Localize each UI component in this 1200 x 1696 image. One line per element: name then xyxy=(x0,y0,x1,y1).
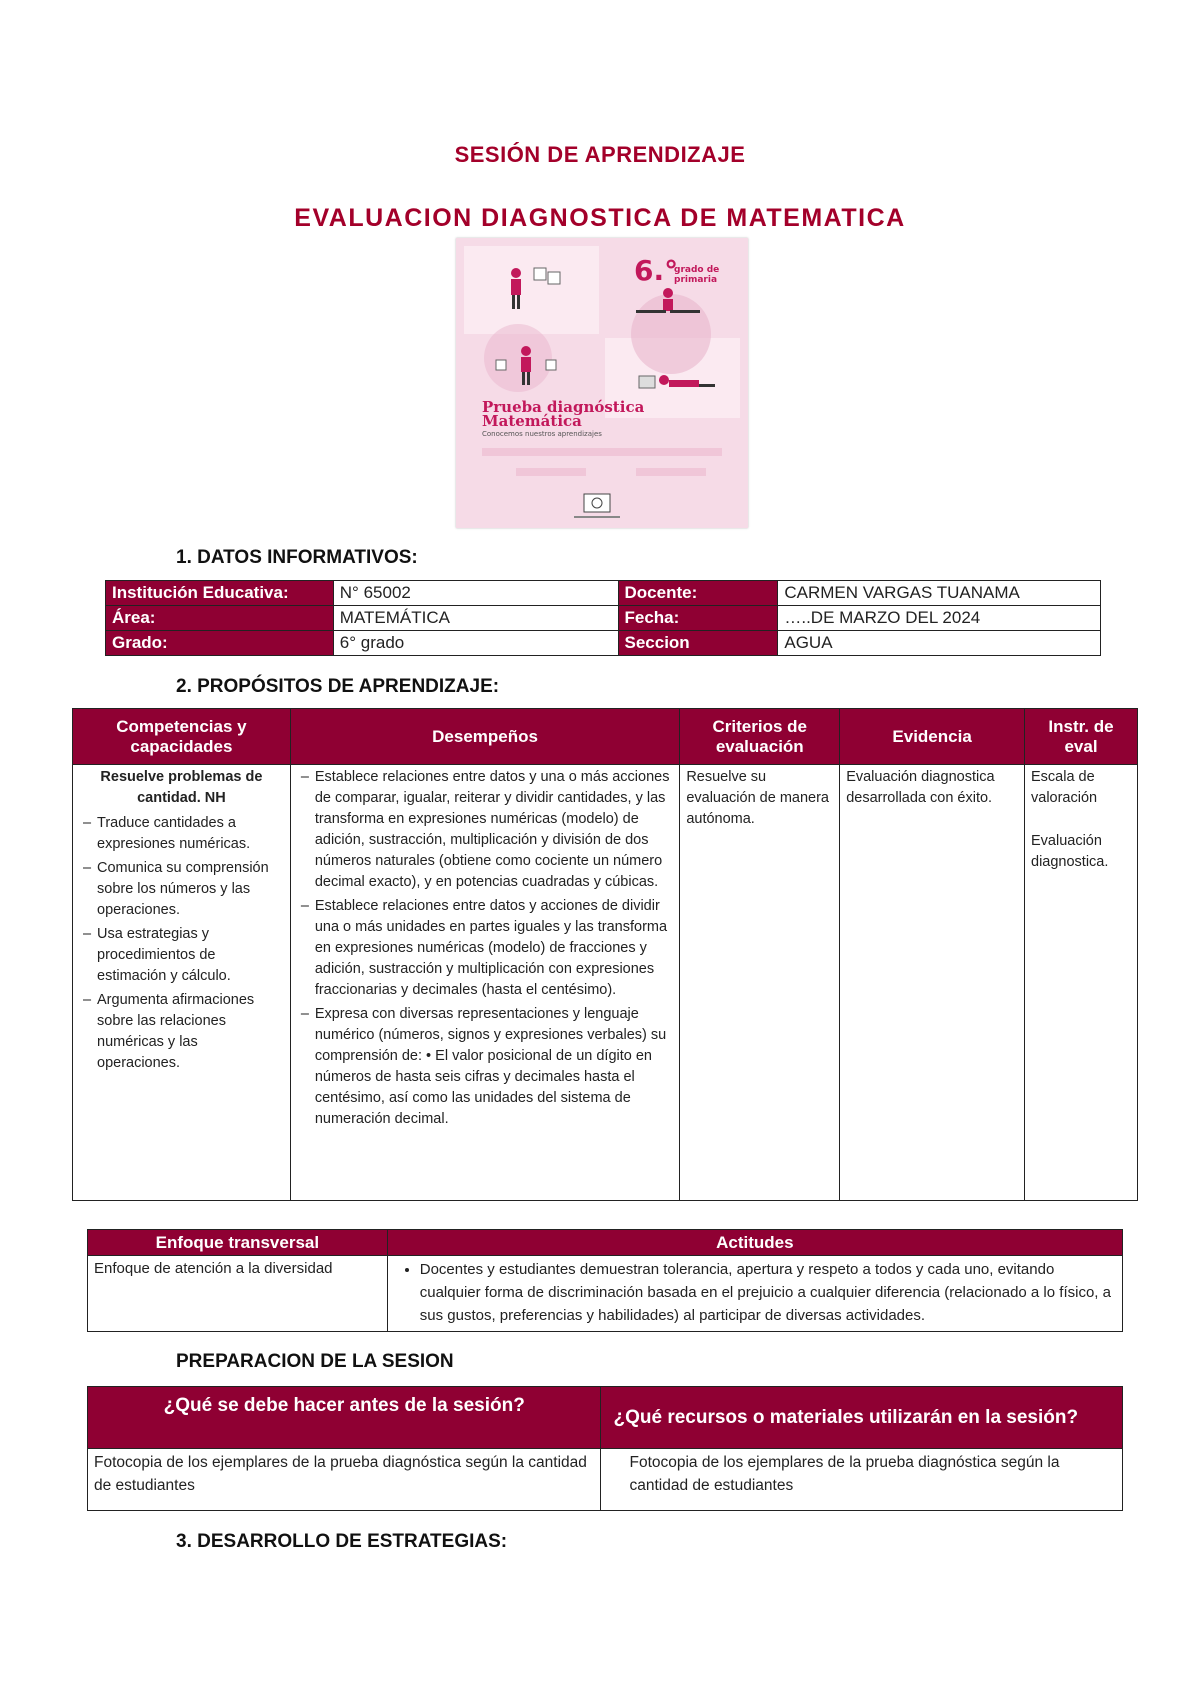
institucion-label: Institución Educativa: xyxy=(106,581,334,606)
antes-cell: Fotocopia de los ejemplares de la prueba diagnóstica según la cantidad de estudiantes xyxy=(88,1449,601,1511)
instrumento-2: Evaluación diagnostica. xyxy=(1031,833,1109,870)
instrumento-cell xyxy=(1025,765,1138,1201)
actitudes-list xyxy=(394,1258,1116,1327)
main-title: EVALUACION DIAGNOSTICA DE MATEMATICA xyxy=(294,204,906,232)
datos-row xyxy=(106,581,1101,606)
actitudes-cell xyxy=(387,1256,1122,1332)
enfoque-header-row xyxy=(88,1230,1123,1256)
enfoque-body-row xyxy=(88,1256,1123,1332)
seccion-value: AGUA xyxy=(778,631,1101,656)
list-item: – Establece relaciones entre datos y acciones de dividir una o más unidades en partes iguales y las transforma en expresiones numéricas (modelo) de fracciones y adición, sustracción y multiplicación con expresiones fraccionarias y decimales (hasta el centésimo). xyxy=(315,896,674,1001)
section-heading-desarrollo: 3. DESARROLLO DE ESTRATEGIAS: xyxy=(176,1531,508,1552)
list-item: – Traduce cantidades a expresiones numéricas. xyxy=(97,813,284,855)
session-title: SESIÓN DE APRENDIZAJE xyxy=(454,142,746,167)
preparacion-body-row xyxy=(88,1449,1123,1511)
list-item: – Expresa con diversas representaciones y lenguaje numérico (números, signos y expresiones verbales) su comprensión de: • El valor posicional de un dígito en números de hasta seis cifras y decimales hasta el centésimo, así como las unidades del sistema de numeración decimal. xyxy=(315,1004,674,1130)
cover-grade-text-1: grado de xyxy=(674,265,720,275)
datos-row xyxy=(106,606,1101,631)
cover-grade-number: 6.° xyxy=(634,254,679,287)
enfoque-cell: Enfoque de atención a la diversidad xyxy=(88,1256,388,1332)
cover-subtitle: Conocemos nuestros aprendizajes xyxy=(482,430,602,438)
section-heading-datos: 1. DATOS INFORMATIVOS: xyxy=(176,547,418,568)
instrumento-1: Escala de valoración xyxy=(1031,769,1098,806)
recursos-cell: Fotocopia de los ejemplares de la prueba diagnóstica según la cantidad de estudiantes xyxy=(601,1449,1123,1511)
fecha-value: …..DE MARZO DEL 2024 xyxy=(778,606,1101,631)
competencia-title: Resuelve problemas de cantidad. NH xyxy=(100,769,263,806)
cover-title-line2: Matemática xyxy=(482,412,582,430)
cover-grade-text-2: primaria xyxy=(674,275,718,285)
grado-label: Grado: xyxy=(106,631,334,656)
list-item: – Comunica su comprensión sobre los números y las operaciones. xyxy=(97,858,284,921)
header-recursos: ¿Qué recursos o materiales utilizarán en la sesión? xyxy=(601,1387,1123,1449)
evidencia-cell: Evaluación diagnostica desarrollada con éxito. xyxy=(840,765,1025,1201)
grado-value: 6° grado xyxy=(333,631,618,656)
header-criterios: Criterios de evaluación xyxy=(680,709,840,765)
desempenos-cell xyxy=(290,765,680,1201)
capacidades-list xyxy=(79,813,284,1074)
criterio-cell: Resuelve su evaluación de manera autónoma. xyxy=(680,765,840,1201)
fecha-label: Fecha: xyxy=(618,606,778,631)
section-heading-propositos: 2. PROPÓSITOS DE APRENDIZAJE: xyxy=(176,676,500,697)
area-label: Área: xyxy=(106,606,334,631)
list-item: • Docentes y estudiantes demuestran tolerancia, apertura y respeto a todos y cada uno, evitando cualquier forma de discriminación basada en el prejuicio a cualquier diferencia (relacionado a lo físico, a sus gustos, preferencias y habilidades) al participar de diversas actividades. xyxy=(420,1258,1116,1327)
header-instrumento: Instr. de eval xyxy=(1025,709,1138,765)
preparacion-table xyxy=(87,1386,1123,1511)
header-desempenos: Desempeños xyxy=(290,709,680,765)
preparacion-header-row xyxy=(88,1387,1123,1449)
header-enfoque: Enfoque transversal xyxy=(88,1230,388,1256)
datos-table xyxy=(105,580,1101,656)
institucion-value: N° 65002 xyxy=(333,581,618,606)
header-competencias: Competencias y capacidades xyxy=(73,709,291,765)
propositos-table xyxy=(72,708,1138,1201)
header-antes: ¿Qué se debe hacer antes de la sesión? xyxy=(88,1387,601,1449)
cover-illustration xyxy=(456,238,748,528)
docente-label: Docente: xyxy=(618,581,778,606)
competencias-cell xyxy=(73,765,291,1201)
section-heading-preparacion: PREPARACION DE LA SESION xyxy=(176,1351,454,1372)
datos-row xyxy=(106,631,1101,656)
docente-value: CARMEN VARGAS TUANAMA xyxy=(778,581,1101,606)
list-item: – Argumenta afirmaciones sobre las relaciones numéricas y las operaciones. xyxy=(97,990,284,1074)
enfoque-table xyxy=(87,1229,1123,1332)
cover-title-line1: Prueba diagnóstica xyxy=(482,398,645,416)
header-actitudes: Actitudes xyxy=(387,1230,1122,1256)
desempenos-list xyxy=(297,767,674,1130)
propositos-body-row xyxy=(73,765,1138,1201)
list-item: – Usa estrategias y procedimientos de estimación y cálculo. xyxy=(97,924,284,987)
area-value: MATEMÁTICA xyxy=(333,606,618,631)
test-cover-image xyxy=(456,238,748,528)
header-evidencia: Evidencia xyxy=(840,709,1025,765)
seccion-label: Seccion xyxy=(618,631,778,656)
list-item: – Establece relaciones entre datos y una o más acciones de comparar, igualar, reiterar y dividir cantidades, y las transforma en expresiones numéricas (modelo) de adición, sustracción, multiplicación y división de dos números naturales (obtiene como cociente un número decimal exacto), y en potencias cuadradas y cúbicas. xyxy=(315,767,674,893)
propositos-header-row xyxy=(73,709,1138,765)
